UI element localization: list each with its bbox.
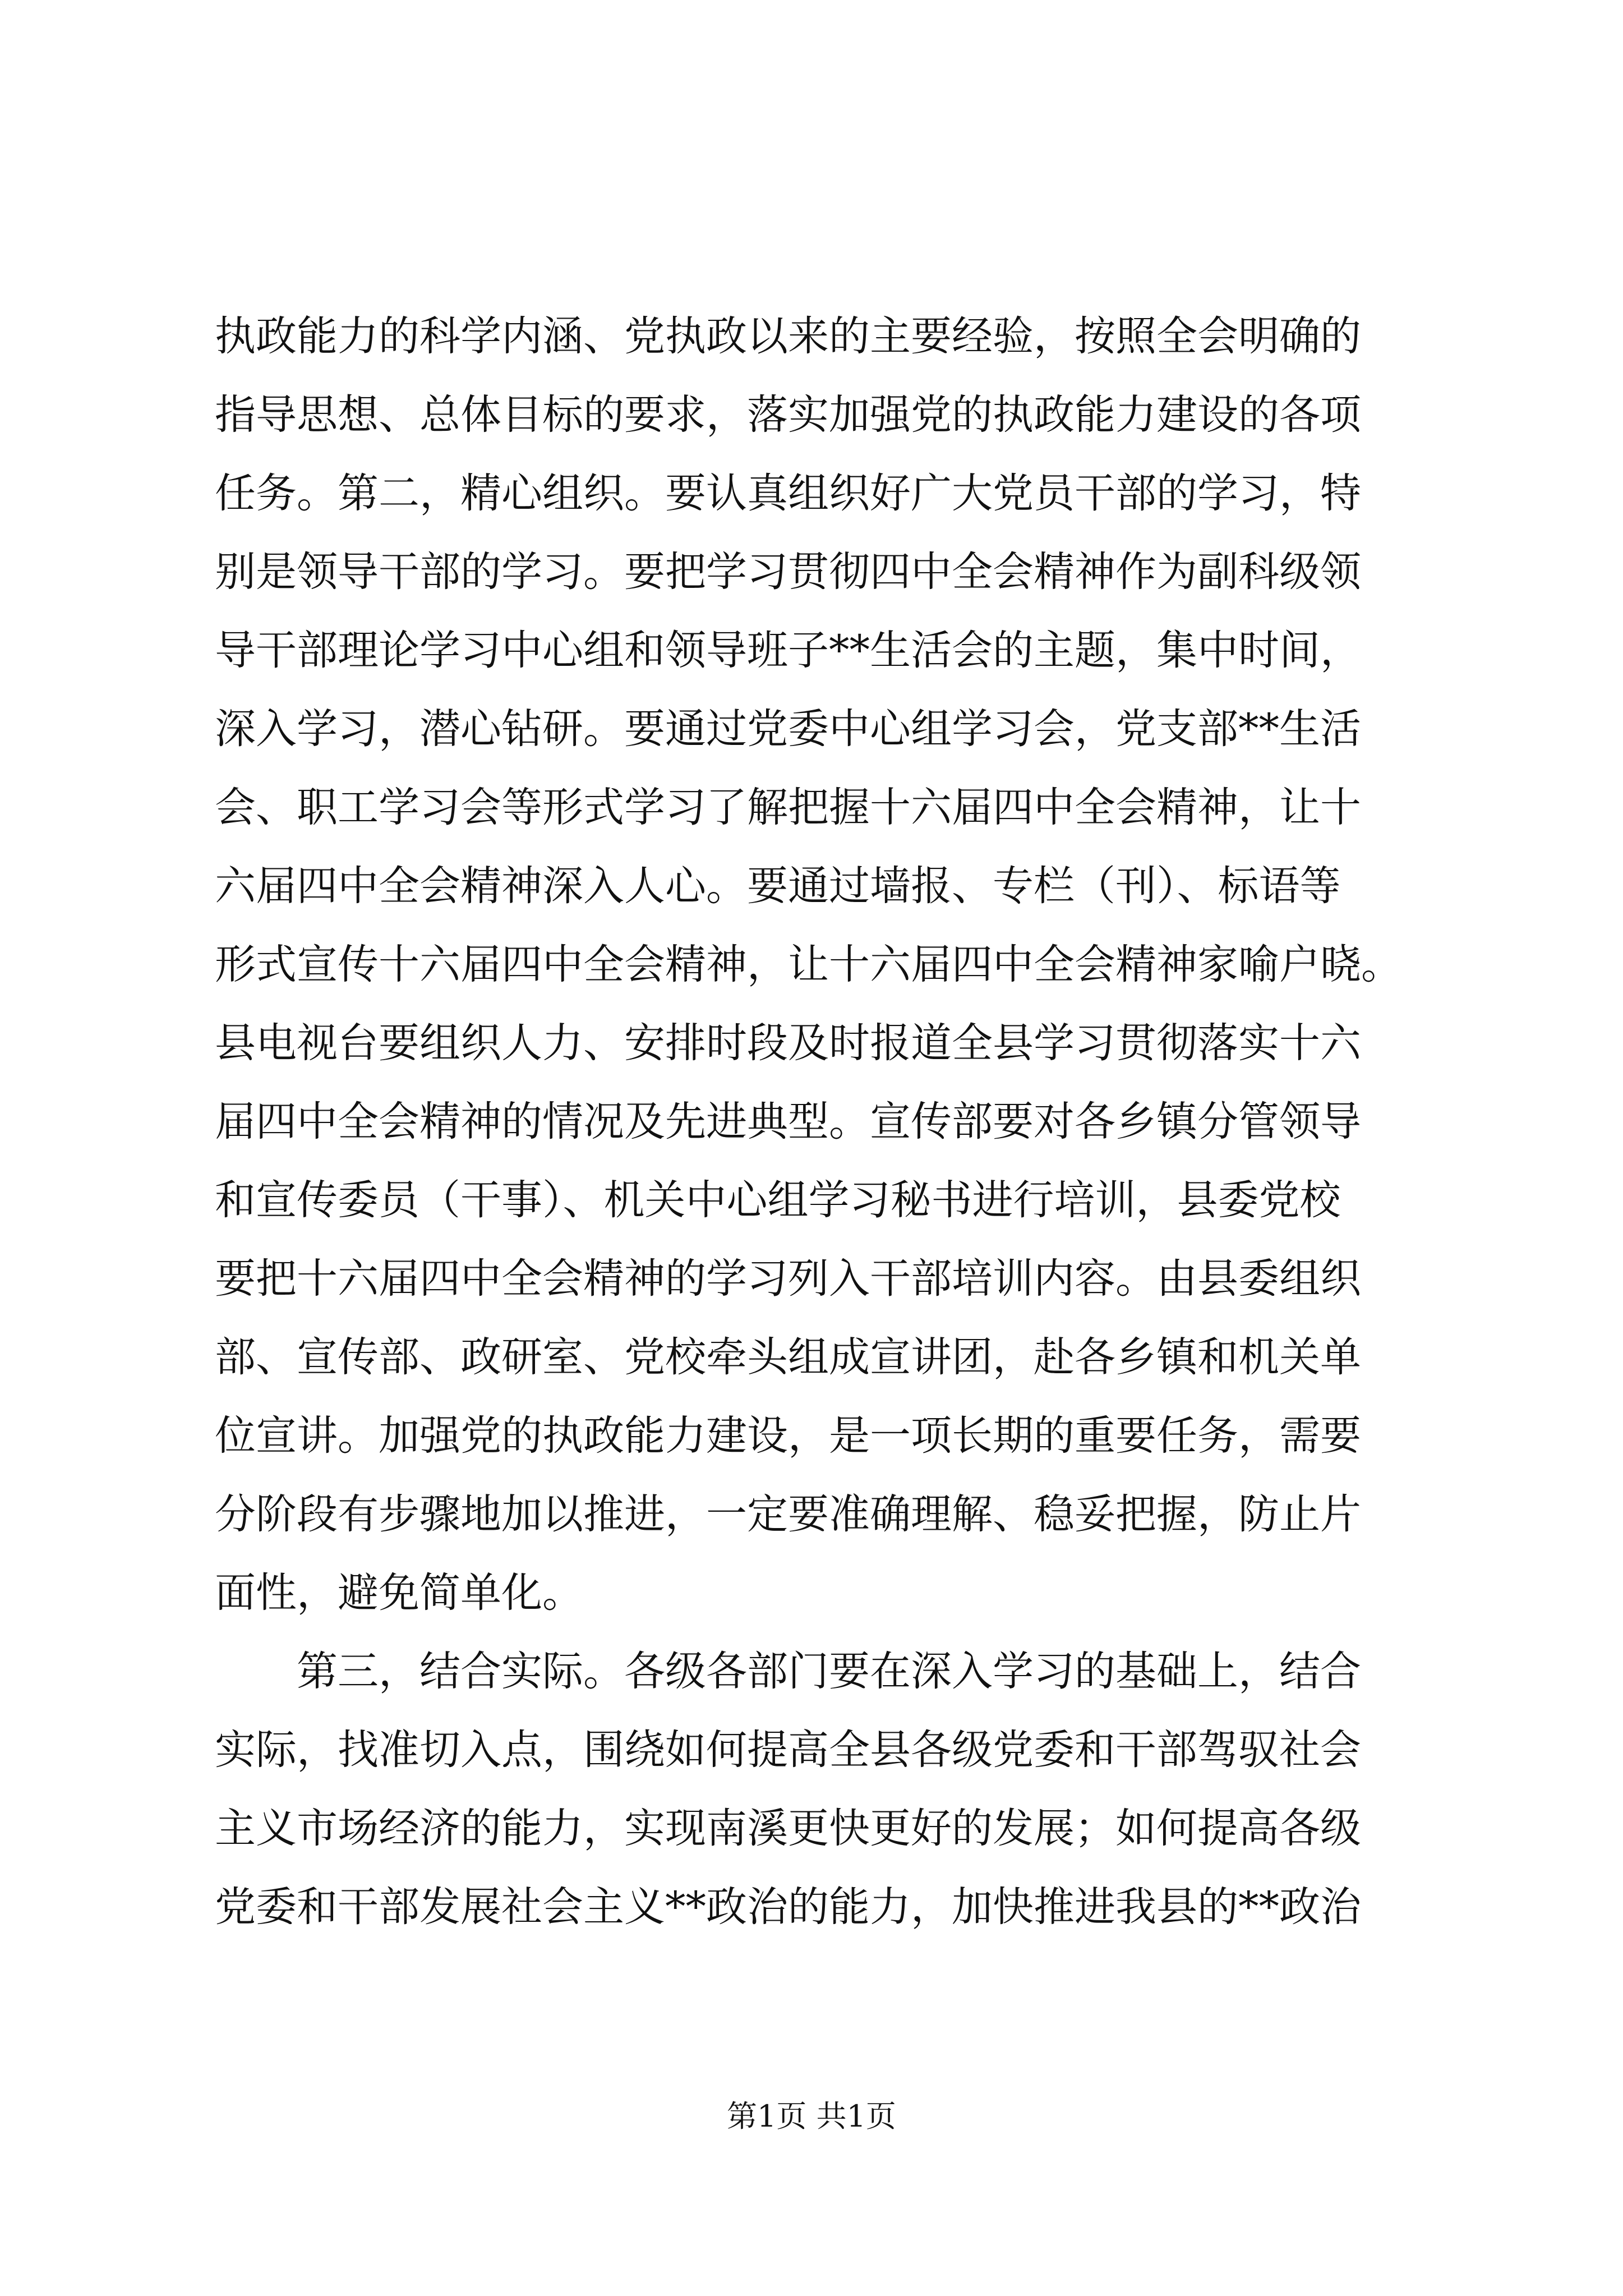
text-line: 部、宣传部、政研室、党校牵头组成宣讲团，赴各乡镇和机关单 — [215, 1333, 1361, 1381]
text-line: 任务。第二，精心组织。要认真组织好广大党员干部的学习，特 — [215, 470, 1361, 517]
text-line: 党委和干部发展社会主义**政治的能力，加快推进我县的**政治 — [215, 1883, 1361, 1931]
text-line: 要把十六届四中全会精神的学习列入干部培训内容。由县委组织 — [215, 1255, 1361, 1303]
text-line: 六届四中全会精神深入人心。要通过墙报、专栏（刊）、标语等 — [215, 862, 1341, 910]
text-line: 执政能力的科学内涵、党执政以来的主要经验，按照全会明确的 — [215, 312, 1361, 360]
text-line: 和宣传委员（干事）、机关中心组学习秘书进行培训，县委党校 — [215, 1176, 1341, 1224]
text-line: 深入学习，潜心钻研。要通过党委中心组学习会，党支部**生活 — [215, 705, 1361, 753]
text-line: 分阶段有步骤地加以推进，一定要准确理解、稳妥把握，防止片 — [215, 1490, 1361, 1538]
text-line: 形式宣传十六届四中全会精神，让十六届四中全会精神家喻户晓。 — [215, 941, 1402, 988]
text-line: 实际，找准切入点，围绕如何提高全县各级党委和干部驾驭社会 — [215, 1726, 1361, 1774]
text-line: 面性，避免简单化。 — [215, 1569, 583, 1617]
text-line: 导干部理论学习中心组和领导班子**生活会的主题，集中时间， — [215, 627, 1361, 674]
text-line: 届四中全会精神的情况及先进典型。宣传部要对各乡镇分管领导 — [215, 1098, 1361, 1145]
text-line: 第三，结合实际。各级各部门要在深入学习的基础上，结合 — [215, 1648, 1361, 1695]
text-line: 别是领导干部的学习。要把学习贯彻四中全会精神作为副科级领 — [215, 548, 1361, 596]
page-footer: 第1页 共1页 — [727, 2099, 896, 2134]
text-line: 会、职工学习会等形式学习了解把握十六届四中全会精神，让十 — [215, 784, 1361, 831]
text-line: 位宣讲。加强党的执政能力建设，是一项长期的重要任务，需要 — [215, 1412, 1361, 1460]
body-text — [215, 297, 1415, 1947]
text-line: 县电视台要组织人力、安排时段及时报道全县学习贯彻落实十六 — [215, 1019, 1361, 1067]
text-line: 主义市场经济的能力，实现南溪更快更好的发展；如何提高各级 — [215, 1805, 1361, 1852]
text-line: 指导思想、总体目标的要求，落实加强党的执政能力建设的各项 — [215, 391, 1361, 439]
